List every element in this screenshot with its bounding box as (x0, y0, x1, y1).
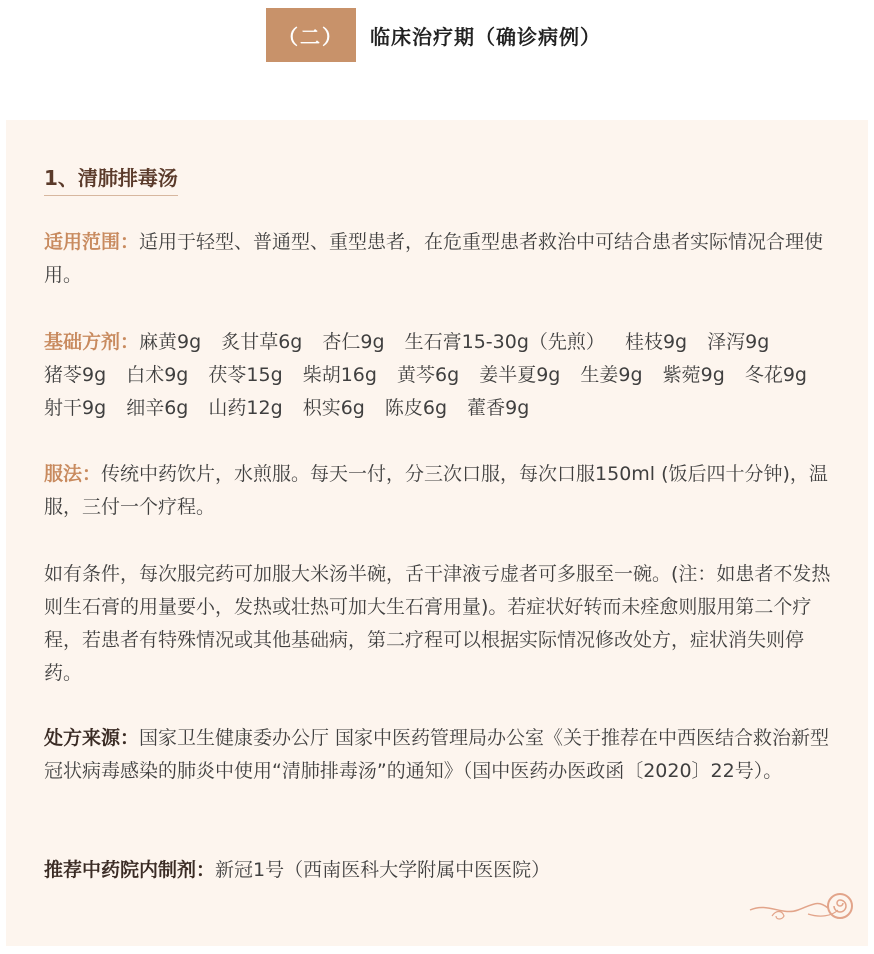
usage-label: 服法： (44, 463, 102, 485)
swirl-ornament-icon (748, 888, 858, 924)
usage-paragraph (44, 458, 836, 524)
herb-item: 紫菀9g (662, 364, 725, 386)
scope-paragraph (44, 226, 836, 292)
formula-label: 基础方剂： (44, 331, 140, 353)
source-text: 国家卫生健康委办公厅 国家中医药管理局办公室《关于推荐在中西医结合救治新型冠状病毒感染的肺炎中使用“清肺排毒汤”的通知》（国中医药办医政函〔2020〕22号）。 (44, 727, 830, 782)
hospital-paragraph (44, 854, 836, 887)
source-paragraph (44, 722, 836, 788)
note-paragraph: 如有条件，每次服完药可加服大米汤半碗，舌干津液亏虚者可多服至一碗。(注：如患者不发热则生石膏的用量要小，发热或壮热可加大生石膏用量)。若症状好转而未痊愈则服用第二个疗程，若患者有特殊情况或其他基础病，第二疗程可以根据实际情况修改处方，症状消失则停药。 (44, 563, 831, 684)
herb-list (44, 331, 821, 419)
herb-item: 细辛6g (126, 397, 189, 419)
herb-item: 茯苓15g (208, 364, 283, 386)
section-badge: （二） (266, 8, 356, 62)
formula-paragraph (44, 326, 836, 425)
herb-item: 冬花9g (744, 364, 807, 386)
herb-item: 桂枝9g (624, 331, 688, 353)
hospital-label: 推荐中药院内制剂： (44, 859, 216, 881)
scope-label: 适用范围： (44, 231, 140, 253)
herb-item: 麻黄9g (139, 331, 202, 353)
herb-item: 陈皮6g (384, 397, 448, 419)
scope-text: 适用于轻型、普通型、重型患者，在危重型患者救治中可结合患者实际情况合理使用。 (44, 231, 824, 286)
herb-item: 白术9g (126, 364, 189, 386)
herb-item: 炙甘草6g (221, 331, 303, 353)
herb-item: 山药12g (208, 397, 283, 419)
herb-item: 藿香9g (467, 397, 530, 419)
hospital-text: 新冠1号（西南医科大学附属中医医院） (215, 859, 551, 881)
herb-item: 杏仁9g (322, 331, 385, 353)
section-header (266, 8, 601, 62)
herb-item: 姜半夏9g (479, 364, 561, 386)
source-label: 处方来源： (44, 727, 140, 749)
herb-item: 柴胡16g (302, 364, 377, 386)
content-card (6, 120, 868, 946)
herb-item: 生姜9g (580, 364, 643, 386)
herb-item: 生石膏15-30g（先煎） (404, 331, 605, 353)
herb-item: 泽泻9g (707, 331, 770, 353)
section-header-title: 临床治疗期（确诊病例） (370, 24, 601, 49)
herb-item: 射干9g (44, 397, 107, 419)
herb-item: 猪苓9g (44, 364, 107, 386)
prescription-title: 1、清肺排毒汤 (44, 162, 178, 196)
herb-item: 黄芩6g (397, 364, 460, 386)
herb-item: 枳实6g (302, 397, 365, 419)
usage-text: 传统中药饮片，水煎服。每天一付，分三次口服，每次口服150ml (饭后四十分钟)，温服，三付一个疗程。 (44, 463, 828, 518)
